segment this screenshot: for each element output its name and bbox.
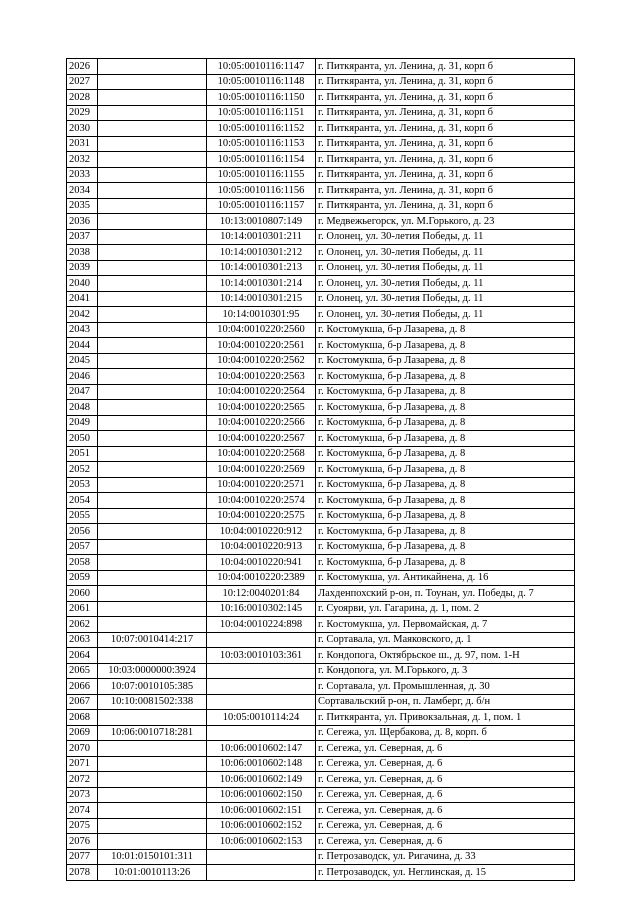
table-row — [67, 849, 575, 865]
table-row — [67, 725, 575, 741]
address-cell: г. Медвежьегорск, ул. М.Горького, д. 23 — [316, 214, 575, 230]
address-cell: г. Костомукша, б-р Лазарева, д. 8 — [316, 338, 575, 354]
cadastral-number-cell — [98, 570, 207, 586]
row-number-cell: 2069 — [67, 725, 98, 741]
cadastral-number-cell: 10:13:0010807:149 — [207, 214, 316, 230]
row-number-cell: 2040 — [67, 276, 98, 292]
cadastral-number-cell: 10:04:0010220:2569 — [207, 462, 316, 478]
cadastral-number-cell — [98, 59, 207, 75]
row-number-cell: 2078 — [67, 865, 98, 881]
address-cell: г. Питкяранта, ул. Ленина, д. 31, корп б — [316, 121, 575, 137]
address-cell: г. Питкяранта, ул. Ленина, д. 31, корп б — [316, 90, 575, 106]
table-row — [67, 369, 575, 385]
row-number-cell: 2073 — [67, 787, 98, 803]
address-cell: г. Олонец, ул. 30-летия Победы, д. 11 — [316, 229, 575, 245]
address-cell: г. Костомукша, б-р Лазарева, д. 8 — [316, 555, 575, 571]
table-row — [67, 245, 575, 261]
table-row — [67, 152, 575, 168]
address-cell: г. Сегежа, ул. Северная, д. 6 — [316, 787, 575, 803]
table-row — [67, 90, 575, 106]
table-row — [67, 415, 575, 431]
cadastral-number-cell — [98, 74, 207, 90]
address-cell: Сортавальский р-он, п. Ламберг, д. б/н — [316, 694, 575, 710]
address-cell: г. Сортавала, ул. Промышленная, д. 30 — [316, 679, 575, 695]
address-cell: г. Сегежа, ул. Северная, д. 6 — [316, 818, 575, 834]
table-row — [67, 741, 575, 757]
cadastral-number-cell — [98, 276, 207, 292]
cadastral-number-cell: 10:07:0010414:217 — [98, 632, 207, 648]
table-row — [67, 431, 575, 447]
address-cell: г. Костомукша, б-р Лазарева, д. 8 — [316, 539, 575, 555]
cadastral-number-cell — [207, 849, 316, 865]
row-number-cell: 2048 — [67, 400, 98, 416]
cadastral-number-cell — [98, 229, 207, 245]
row-number-cell: 2051 — [67, 446, 98, 462]
cadastral-number-cell — [98, 183, 207, 199]
cadastral-number-cell — [98, 446, 207, 462]
row-number-cell: 2066 — [67, 679, 98, 695]
row-number-cell: 2052 — [67, 462, 98, 478]
address-cell: г. Питкяранта, ул. Ленина, д. 31, корп б — [316, 59, 575, 75]
table-row — [67, 818, 575, 834]
cadastral-number-cell: 10:04:0010220:2389 — [207, 570, 316, 586]
cadastral-number-cell — [98, 477, 207, 493]
row-number-cell: 2064 — [67, 648, 98, 664]
table-row — [67, 136, 575, 152]
row-number-cell: 2028 — [67, 90, 98, 106]
address-cell: г. Питкяранта, ул. Ленина, д. 31, корп б — [316, 74, 575, 90]
row-number-cell: 2058 — [67, 555, 98, 571]
row-number-cell: 2035 — [67, 198, 98, 214]
table-row — [67, 462, 575, 478]
table-row — [67, 803, 575, 819]
address-cell: г. Костомукша, б-р Лазарева, д. 8 — [316, 462, 575, 478]
table-row — [67, 586, 575, 602]
cadastral-number-cell — [98, 90, 207, 106]
address-cell: г. Питкяранта, ул. Ленина, д. 31, корп б — [316, 136, 575, 152]
cadastral-number-cell — [98, 307, 207, 323]
row-number-cell: 2061 — [67, 601, 98, 617]
address-cell: г. Костомукша, б-р Лазарева, д. 8 — [316, 369, 575, 385]
row-number-cell: 2056 — [67, 524, 98, 540]
cadastral-number-cell: 10:01:0010113:26 — [98, 865, 207, 881]
row-number-cell: 2063 — [67, 632, 98, 648]
cadastral-number-cell: 10:04:0010220:2575 — [207, 508, 316, 524]
row-number-cell: 2050 — [67, 431, 98, 447]
cadastral-number-cell — [98, 136, 207, 152]
address-cell: г. Костомукша, б-р Лазарева, д. 8 — [316, 493, 575, 509]
address-cell: г. Сегежа, ул. Северная, д. 6 — [316, 834, 575, 850]
cadastral-number-cell — [207, 632, 316, 648]
cadastral-number-cell — [98, 524, 207, 540]
cadastral-number-cell: 10:07:0010105:385 — [98, 679, 207, 695]
cadastral-number-cell: 10:01:0150101:311 — [98, 849, 207, 865]
cadastral-number-cell — [98, 803, 207, 819]
cadastral-number-cell: 10:04:0010220:2561 — [207, 338, 316, 354]
cadastral-number-cell — [98, 772, 207, 788]
address-cell: г. Костомукша, б-р Лазарева, д. 8 — [316, 508, 575, 524]
address-cell: г. Кондопога, ул. М.Горького, д. 3 — [316, 663, 575, 679]
table-row — [67, 539, 575, 555]
row-number-cell: 2042 — [67, 307, 98, 323]
cadastral-number-cell: 10:05:0010116:1148 — [207, 74, 316, 90]
cadastral-number-cell: 10:05:0010116:1154 — [207, 152, 316, 168]
row-number-cell: 2057 — [67, 539, 98, 555]
table-row — [67, 338, 575, 354]
row-number-cell: 2076 — [67, 834, 98, 850]
table-row — [67, 214, 575, 230]
cadastral-number-cell: 10:14:0010301:214 — [207, 276, 316, 292]
cadastral-number-cell: 10:12:0040201:84 — [207, 586, 316, 602]
table-body — [67, 59, 575, 881]
row-number-cell: 2044 — [67, 338, 98, 354]
cadastral-number-cell: 10:04:0010220:2571 — [207, 477, 316, 493]
table-row — [67, 307, 575, 323]
cadastral-number-cell — [98, 617, 207, 633]
table-row — [67, 477, 575, 493]
cadastral-number-cell — [207, 663, 316, 679]
row-number-cell: 2053 — [67, 477, 98, 493]
cadastral-number-cell: 10:06:0010602:153 — [207, 834, 316, 850]
row-number-cell: 2068 — [67, 710, 98, 726]
address-cell: г. Петрозаводск, ул. Неглинская, д. 15 — [316, 865, 575, 881]
cadastral-number-cell — [98, 818, 207, 834]
cadastral-number-cell: 10:06:0010602:147 — [207, 741, 316, 757]
table-row — [67, 756, 575, 772]
address-cell: г. Олонец, ул. 30-летия Победы, д. 11 — [316, 245, 575, 261]
row-number-cell: 2041 — [67, 291, 98, 307]
address-cell: г. Сегежа, ул. Северная, д. 6 — [316, 803, 575, 819]
cadastral-number-cell: 10:05:0010116:1153 — [207, 136, 316, 152]
table-row — [67, 694, 575, 710]
address-cell: г. Питкяранта, ул. Ленина, д. 31, корп б — [316, 152, 575, 168]
table-row — [67, 601, 575, 617]
row-number-cell: 2046 — [67, 369, 98, 385]
cadastral-number-cell — [98, 384, 207, 400]
table-row — [67, 710, 575, 726]
cadastral-number-cell — [98, 198, 207, 214]
cadastral-number-cell — [98, 353, 207, 369]
address-cell: г. Питкяранта, ул. Привокзальная, д. 1, пом. 1 — [316, 710, 575, 726]
row-number-cell: 2049 — [67, 415, 98, 431]
address-cell: г. Петрозаводск, ул. Ригачина, д. 33 — [316, 849, 575, 865]
address-cell: г. Костомукша, б-р Лазарева, д. 8 — [316, 400, 575, 416]
table-row — [67, 663, 575, 679]
cadastral-number-cell — [98, 834, 207, 850]
row-number-cell: 2036 — [67, 214, 98, 230]
table-row — [67, 322, 575, 338]
table-row — [67, 493, 575, 509]
table-row — [67, 105, 575, 121]
cadastral-number-cell: 10:06:0010602:152 — [207, 818, 316, 834]
address-cell: г. Костомукша, б-р Лазарева, д. 8 — [316, 477, 575, 493]
cadastral-number-cell: 10:05:0010116:1156 — [207, 183, 316, 199]
table-row — [67, 446, 575, 462]
cadastral-number-cell: 10:06:0010602:149 — [207, 772, 316, 788]
row-number-cell: 2070 — [67, 741, 98, 757]
table-row — [67, 632, 575, 648]
cadastral-number-cell — [98, 245, 207, 261]
cadastral-number-cell — [98, 121, 207, 137]
address-cell: г. Сортавала, ул. Маяковского, д. 1 — [316, 632, 575, 648]
table-row — [67, 555, 575, 571]
address-cell: г. Суоярви, ул. Гагарина, д. 1, пом. 2 — [316, 601, 575, 617]
cadastral-number-cell: 10:06:0010602:150 — [207, 787, 316, 803]
cadastral-number-cell: 10:04:0010220:913 — [207, 539, 316, 555]
row-number-cell: 2054 — [67, 493, 98, 509]
cadastral-number-cell: 10:14:0010301:215 — [207, 291, 316, 307]
cadastral-number-cell: 10:14:0010301:212 — [207, 245, 316, 261]
row-number-cell: 2027 — [67, 74, 98, 90]
row-number-cell: 2038 — [67, 245, 98, 261]
cadastral-number-cell: 10:06:0010602:148 — [207, 756, 316, 772]
cadastral-number-cell: 10:16:0010302:145 — [207, 601, 316, 617]
cadastral-number-cell: 10:04:0010220:2567 — [207, 431, 316, 447]
cadastral-number-cell: 10:03:0000000:3924 — [98, 663, 207, 679]
table-row — [67, 570, 575, 586]
cadastral-number-cell: 10:05:0010116:1150 — [207, 90, 316, 106]
row-number-cell: 2030 — [67, 121, 98, 137]
cadastral-number-cell: 10:06:0010602:151 — [207, 803, 316, 819]
property-table — [66, 58, 575, 881]
address-cell: г. Питкяранта, ул. Ленина, д. 31, корп б — [316, 183, 575, 199]
cadastral-number-cell — [207, 679, 316, 695]
address-cell: г. Костомукша, б-р Лазарева, д. 8 — [316, 322, 575, 338]
table-row — [67, 400, 575, 416]
row-number-cell: 2034 — [67, 183, 98, 199]
cadastral-number-cell — [98, 400, 207, 416]
address-cell: г. Олонец, ул. 30-летия Победы, д. 11 — [316, 276, 575, 292]
table-row — [67, 508, 575, 524]
address-cell: г. Костомукша, ул. Антикайнена, д. 16 — [316, 570, 575, 586]
address-cell: г. Олонец, ул. 30-летия Победы, д. 11 — [316, 291, 575, 307]
cadastral-number-cell — [98, 462, 207, 478]
address-cell: г. Питкяранта, ул. Ленина, д. 31, корп б — [316, 198, 575, 214]
row-number-cell: 2047 — [67, 384, 98, 400]
address-cell: г. Костомукша, б-р Лазарева, д. 8 — [316, 431, 575, 447]
cadastral-number-cell: 10:04:0010224:898 — [207, 617, 316, 633]
cadastral-number-cell — [98, 105, 207, 121]
row-number-cell: 2077 — [67, 849, 98, 865]
table-row — [67, 183, 575, 199]
row-number-cell: 2029 — [67, 105, 98, 121]
address-cell: г. Костомукша, ул. Первомайская, д. 7 — [316, 617, 575, 633]
row-number-cell: 2065 — [67, 663, 98, 679]
cadastral-number-cell — [98, 260, 207, 276]
row-number-cell: 2026 — [67, 59, 98, 75]
table-row — [67, 834, 575, 850]
cadastral-number-cell — [98, 338, 207, 354]
row-number-cell: 2033 — [67, 167, 98, 183]
table-row — [67, 772, 575, 788]
cadastral-number-cell: 10:04:0010220:2564 — [207, 384, 316, 400]
cadastral-number-cell — [98, 214, 207, 230]
table-row — [67, 353, 575, 369]
address-cell: г. Кондопога, Октябрьское ш., д. 97, пом. 1-Н — [316, 648, 575, 664]
cadastral-number-cell — [98, 369, 207, 385]
cadastral-number-cell — [98, 539, 207, 555]
address-cell: г. Олонец, ул. 30-летия Победы, д. 11 — [316, 260, 575, 276]
cadastral-number-cell: 10:05:0010114:24 — [207, 710, 316, 726]
cadastral-number-cell — [98, 787, 207, 803]
cadastral-number-cell — [207, 725, 316, 741]
row-number-cell: 2045 — [67, 353, 98, 369]
address-cell: г. Костомукша, б-р Лазарева, д. 8 — [316, 446, 575, 462]
table-row — [67, 648, 575, 664]
cadastral-number-cell — [98, 756, 207, 772]
cadastral-number-cell: 10:10:0081502:338 — [98, 694, 207, 710]
cadastral-number-cell — [207, 865, 316, 881]
address-cell: г. Питкяранта, ул. Ленина, д. 31, корп б — [316, 167, 575, 183]
cadastral-number-cell: 10:04:0010220:2568 — [207, 446, 316, 462]
cadastral-number-cell — [98, 741, 207, 757]
cadastral-number-cell — [98, 710, 207, 726]
table-row — [67, 291, 575, 307]
cadastral-number-cell: 10:14:0010301:211 — [207, 229, 316, 245]
address-cell: г. Костомукша, б-р Лазарева, д. 8 — [316, 384, 575, 400]
cadastral-number-cell — [98, 431, 207, 447]
table-row — [67, 229, 575, 245]
cadastral-number-cell — [98, 167, 207, 183]
cadastral-number-cell: 10:04:0010220:2565 — [207, 400, 316, 416]
row-number-cell: 2032 — [67, 152, 98, 168]
table-row — [67, 260, 575, 276]
address-cell: г. Сегежа, ул. Северная, д. 6 — [316, 772, 575, 788]
cadastral-number-cell: 10:05:0010116:1151 — [207, 105, 316, 121]
row-number-cell: 2059 — [67, 570, 98, 586]
row-number-cell: 2060 — [67, 586, 98, 602]
cadastral-number-cell — [98, 415, 207, 431]
table-row — [67, 74, 575, 90]
cadastral-number-cell: 10:03:0010103:361 — [207, 648, 316, 664]
table-row — [67, 787, 575, 803]
row-number-cell: 2075 — [67, 818, 98, 834]
cadastral-number-cell: 10:04:0010220:2574 — [207, 493, 316, 509]
row-number-cell: 2071 — [67, 756, 98, 772]
address-cell: г. Олонец, ул. 30-летия Победы, д. 11 — [316, 307, 575, 323]
address-cell: г. Сегежа, ул. Северная, д. 6 — [316, 756, 575, 772]
cadastral-number-cell: 10:04:0010220:2562 — [207, 353, 316, 369]
row-number-cell: 2072 — [67, 772, 98, 788]
address-cell: г. Костомукша, б-р Лазарева, д. 8 — [316, 353, 575, 369]
cadastral-number-cell: 10:05:0010116:1152 — [207, 121, 316, 137]
address-cell: г. Сегежа, ул. Щербакова, д. 8, корп. б — [316, 725, 575, 741]
row-number-cell: 2074 — [67, 803, 98, 819]
cadastral-number-cell — [98, 493, 207, 509]
cadastral-number-cell: 10:04:0010220:912 — [207, 524, 316, 540]
cadastral-number-cell: 10:05:0010116:1147 — [207, 59, 316, 75]
table-row — [67, 524, 575, 540]
address-cell: г. Костомукша, б-р Лазарева, д. 8 — [316, 524, 575, 540]
cadastral-number-cell: 10:04:0010220:2566 — [207, 415, 316, 431]
table-row — [67, 198, 575, 214]
row-number-cell: 2039 — [67, 260, 98, 276]
cadastral-number-cell — [98, 152, 207, 168]
cadastral-number-cell — [207, 694, 316, 710]
row-number-cell: 2037 — [67, 229, 98, 245]
cadastral-number-cell: 10:06:0010718:281 — [98, 725, 207, 741]
table-row — [67, 617, 575, 633]
cadastral-number-cell: 10:04:0010220:2563 — [207, 369, 316, 385]
row-number-cell: 2043 — [67, 322, 98, 338]
cadastral-number-cell: 10:04:0010220:2560 — [207, 322, 316, 338]
table-row — [67, 121, 575, 137]
cadastral-number-cell: 10:04:0010220:941 — [207, 555, 316, 571]
address-cell: г. Питкяранта, ул. Ленина, д. 31, корп б — [316, 105, 575, 121]
table-row — [67, 167, 575, 183]
cadastral-number-cell: 10:05:0010116:1157 — [207, 198, 316, 214]
cadastral-number-cell — [98, 648, 207, 664]
cadastral-number-cell: 10:14:0010301:213 — [207, 260, 316, 276]
address-cell: г. Костомукша, б-р Лазарева, д. 8 — [316, 415, 575, 431]
cadastral-number-cell: 10:14:0010301:95 — [207, 307, 316, 323]
row-number-cell: 2062 — [67, 617, 98, 633]
row-number-cell: 2031 — [67, 136, 98, 152]
cadastral-number-cell — [98, 555, 207, 571]
cadastral-number-cell — [98, 508, 207, 524]
table-row — [67, 276, 575, 292]
cadastral-number-cell — [98, 601, 207, 617]
address-cell: г. Сегежа, ул. Северная, д. 6 — [316, 741, 575, 757]
cadastral-number-cell — [98, 322, 207, 338]
table-row — [67, 59, 575, 75]
table-row — [67, 679, 575, 695]
cadastral-number-cell — [98, 291, 207, 307]
cadastral-number-cell — [98, 586, 207, 602]
cadastral-number-cell: 10:05:0010116:1155 — [207, 167, 316, 183]
table-row — [67, 384, 575, 400]
address-cell: Лахденпохский р-он, п. Тоунан, ул. Победы, д. 7 — [316, 586, 575, 602]
row-number-cell: 2067 — [67, 694, 98, 710]
table-row — [67, 865, 575, 881]
row-number-cell: 2055 — [67, 508, 98, 524]
